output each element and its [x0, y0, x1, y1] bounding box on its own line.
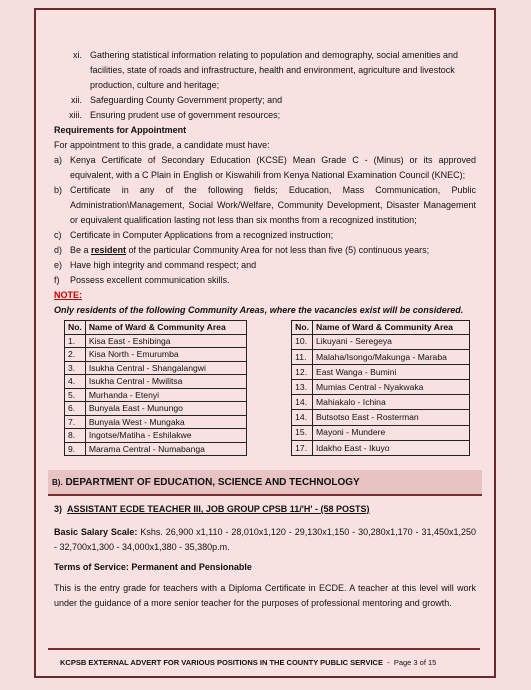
ward-number: 5.: [65, 388, 86, 402]
requirement-item: [54, 153, 476, 183]
page-number: Page 3 of 15: [393, 658, 437, 667]
job-title: ASSISTANT ECDE TEACHER III, JOB GROUP CPSB 11/'H' - (58 POSTS): [67, 504, 370, 514]
document-body: [54, 48, 476, 611]
requirement-text: [70, 243, 476, 258]
ward-name: Murhanda - Etenyi: [85, 388, 246, 402]
ward-name: Marama Central - Numabanga: [85, 442, 246, 456]
ward-row: [292, 395, 470, 410]
ward-number: 9.: [65, 442, 86, 456]
ward-row: [292, 410, 470, 425]
job-heading: [54, 502, 476, 517]
requirement-text: Certificate in Computer Applications from a recognized instruction;: [70, 230, 334, 240]
requirement-text: Have high integrity and command respect; and: [70, 260, 257, 270]
requirements-heading: Requirements for Appointment: [54, 125, 187, 135]
requirement-text: Certificate in any of the following fields; Education, Mass Communication, Public Administration\Management, Social Work/Welfare, Community Development, Disaster Management or equivalent qualification lasting not less than six months from a recognized institution;: [70, 185, 476, 225]
wards-tables: [54, 320, 476, 456]
section-title: DEPARTMENT OF EDUCATION, SCIENCE AND TECHNOLOGY: [65, 477, 360, 488]
requirement-item: [54, 228, 476, 243]
ward-name: Butsotso East - Rosterman: [313, 410, 470, 425]
duty-text: Ensuring prudent use of government resources;: [90, 110, 281, 120]
note-text: Only residents of the following Community Areas, where the vacancies exist will be considered.: [54, 305, 464, 315]
salary-label: Basic Salary Scale:: [54, 527, 138, 537]
duty-text: Gathering statistical information relating to population and demography, social amenities and facilities, state of roads and infrastructure, health and environment, agriculture and livestock production, culture and heritage;: [90, 50, 459, 90]
ward-number: 13.: [292, 380, 313, 395]
ward-row: [292, 334, 470, 349]
col-header-name: Name of Ward & Community Area: [313, 321, 470, 335]
duty-text: Safeguarding County Government property; and: [90, 95, 283, 105]
wards-table-left: [64, 320, 247, 456]
col-header-no: No.: [292, 321, 313, 335]
ward-name: Ingotse/Matiha - Eshilakwe: [85, 429, 246, 443]
ward-row: [65, 442, 247, 456]
duty-number: xii.: [71, 95, 82, 105]
ward-number: 2.: [65, 348, 86, 362]
ward-name: Malaha/Isongo/Makunga - Maraba: [313, 349, 470, 364]
ward-name: Likuyani - Seregeya: [313, 334, 470, 349]
note-label: NOTE:: [54, 290, 82, 300]
ward-name: Bunyala East - Munungo: [85, 402, 246, 416]
ward-name: Mayoni - Mundere: [313, 425, 470, 440]
ward-number: 11.: [292, 349, 313, 364]
requirement-item: [54, 243, 476, 258]
ward-row: [65, 402, 247, 416]
duties-list: [54, 48, 476, 123]
ward-row: [65, 429, 247, 443]
ward-name: Mahiakalo - Ichina: [313, 395, 470, 410]
duty-number: xi.: [73, 50, 82, 60]
job-description: This is the entry grade for teachers with a Diploma Certificate in ECDE. A teacher at this level will work under the guidance of a more senior teacher for the purposes of professional mentoring and growth.: [54, 583, 476, 608]
wards-table-right: [291, 320, 470, 456]
ward-row: [65, 348, 247, 362]
ward-number: 15.: [292, 425, 313, 440]
requirement-number: b): [54, 185, 63, 195]
terms-of-service: Terms of Service: Permanent and Pensionable: [54, 562, 252, 572]
requirement-number: f): [54, 275, 60, 285]
salary-text: Kshs. 26,900 x1,110 - 28,010x1,120 - 29,130x1,150 - 30,280x1,170 - 31,450x1,250 - 32,700x1,300 - 34,000x1,380 - 35,380p.m.: [54, 527, 476, 552]
duty-item: [54, 108, 476, 123]
ward-number: 7.: [65, 415, 86, 429]
salary-scale: [54, 525, 476, 555]
requirement-number: c): [54, 230, 62, 240]
footer-rule: [48, 648, 480, 650]
ward-number: 1.: [65, 334, 86, 348]
ward-row: [65, 388, 247, 402]
requirement-number: a): [54, 155, 63, 165]
ward-name: East Wanga - Bumini: [313, 364, 470, 379]
ward-name: Mumias Central - Nyakwaka: [313, 380, 470, 395]
requirement-item: [54, 258, 476, 273]
ward-row: [292, 364, 470, 379]
requirement-text: Possess excellent communication skills.: [70, 275, 230, 285]
ward-name: Bunyala West - Mungaka: [85, 415, 246, 429]
requirement-text-post: of the particular Community Area for not less than five (5) continuous years;: [126, 245, 430, 255]
duty-number: xiii.: [69, 110, 82, 120]
ward-number: 10.: [292, 334, 313, 349]
col-header-name: Name of Ward & Community Area: [85, 321, 246, 335]
requirement-text: Kenya Certificate of Secondary Education (KCSE) Mean Grade C - (Minus) or its approved equivalent, with a C Plain in English or Kiswahili from Kenya National Examination Council (KNEC);: [70, 155, 476, 180]
ward-name: Idakho East - Ikuyo: [313, 440, 470, 455]
ward-row: [65, 334, 247, 348]
page-footer: [60, 658, 480, 667]
ward-name: Kisa East - Eshibinga: [85, 334, 246, 348]
requirement-number: e): [54, 260, 63, 270]
requirement-item: [54, 273, 476, 288]
ward-number: 17.: [292, 440, 313, 455]
ward-row: [292, 440, 470, 455]
ward-number: 14.: [292, 410, 313, 425]
section-prefix: B).: [52, 478, 63, 487]
requirement-text-pre: Be a: [70, 245, 92, 255]
ward-number: 12.: [292, 364, 313, 379]
job-number: 3): [54, 504, 63, 514]
ward-row: [65, 415, 247, 429]
ward-row: [292, 425, 470, 440]
ward-number: 8.: [65, 429, 86, 443]
ward-number: 3.: [65, 361, 86, 375]
ward-row: [65, 375, 247, 389]
ward-name: Isukha Central - Mwilitsa: [85, 375, 246, 389]
requirements-intro: For appointment to this grade, a candidate must have:: [54, 140, 270, 150]
ward-name: Isukha Central - Shangalangwi: [85, 361, 246, 375]
footer-separator: -: [387, 658, 390, 667]
duty-item: [54, 48, 476, 93]
requirement-text-emphasis: resident: [91, 245, 127, 255]
ward-row: [292, 380, 470, 395]
requirements-list: [54, 153, 476, 288]
ward-name: Kisa North - Emurumba: [85, 348, 246, 362]
ward-number: 6.: [65, 402, 86, 416]
ward-number: 4.: [65, 375, 86, 389]
col-header-no: No.: [65, 321, 86, 335]
ward-number: 14.: [292, 395, 313, 410]
section-heading: [48, 470, 482, 496]
ward-row: [65, 361, 247, 375]
duty-item: [54, 93, 476, 108]
footer-text: KCPSB EXTERNAL ADVERT FOR VARIOUS POSITIONS IN THE COUNTY PUBLIC SERVICE: [60, 658, 383, 667]
ward-row: [292, 349, 470, 364]
requirement-item: [54, 183, 476, 228]
requirement-number: d): [54, 245, 63, 255]
